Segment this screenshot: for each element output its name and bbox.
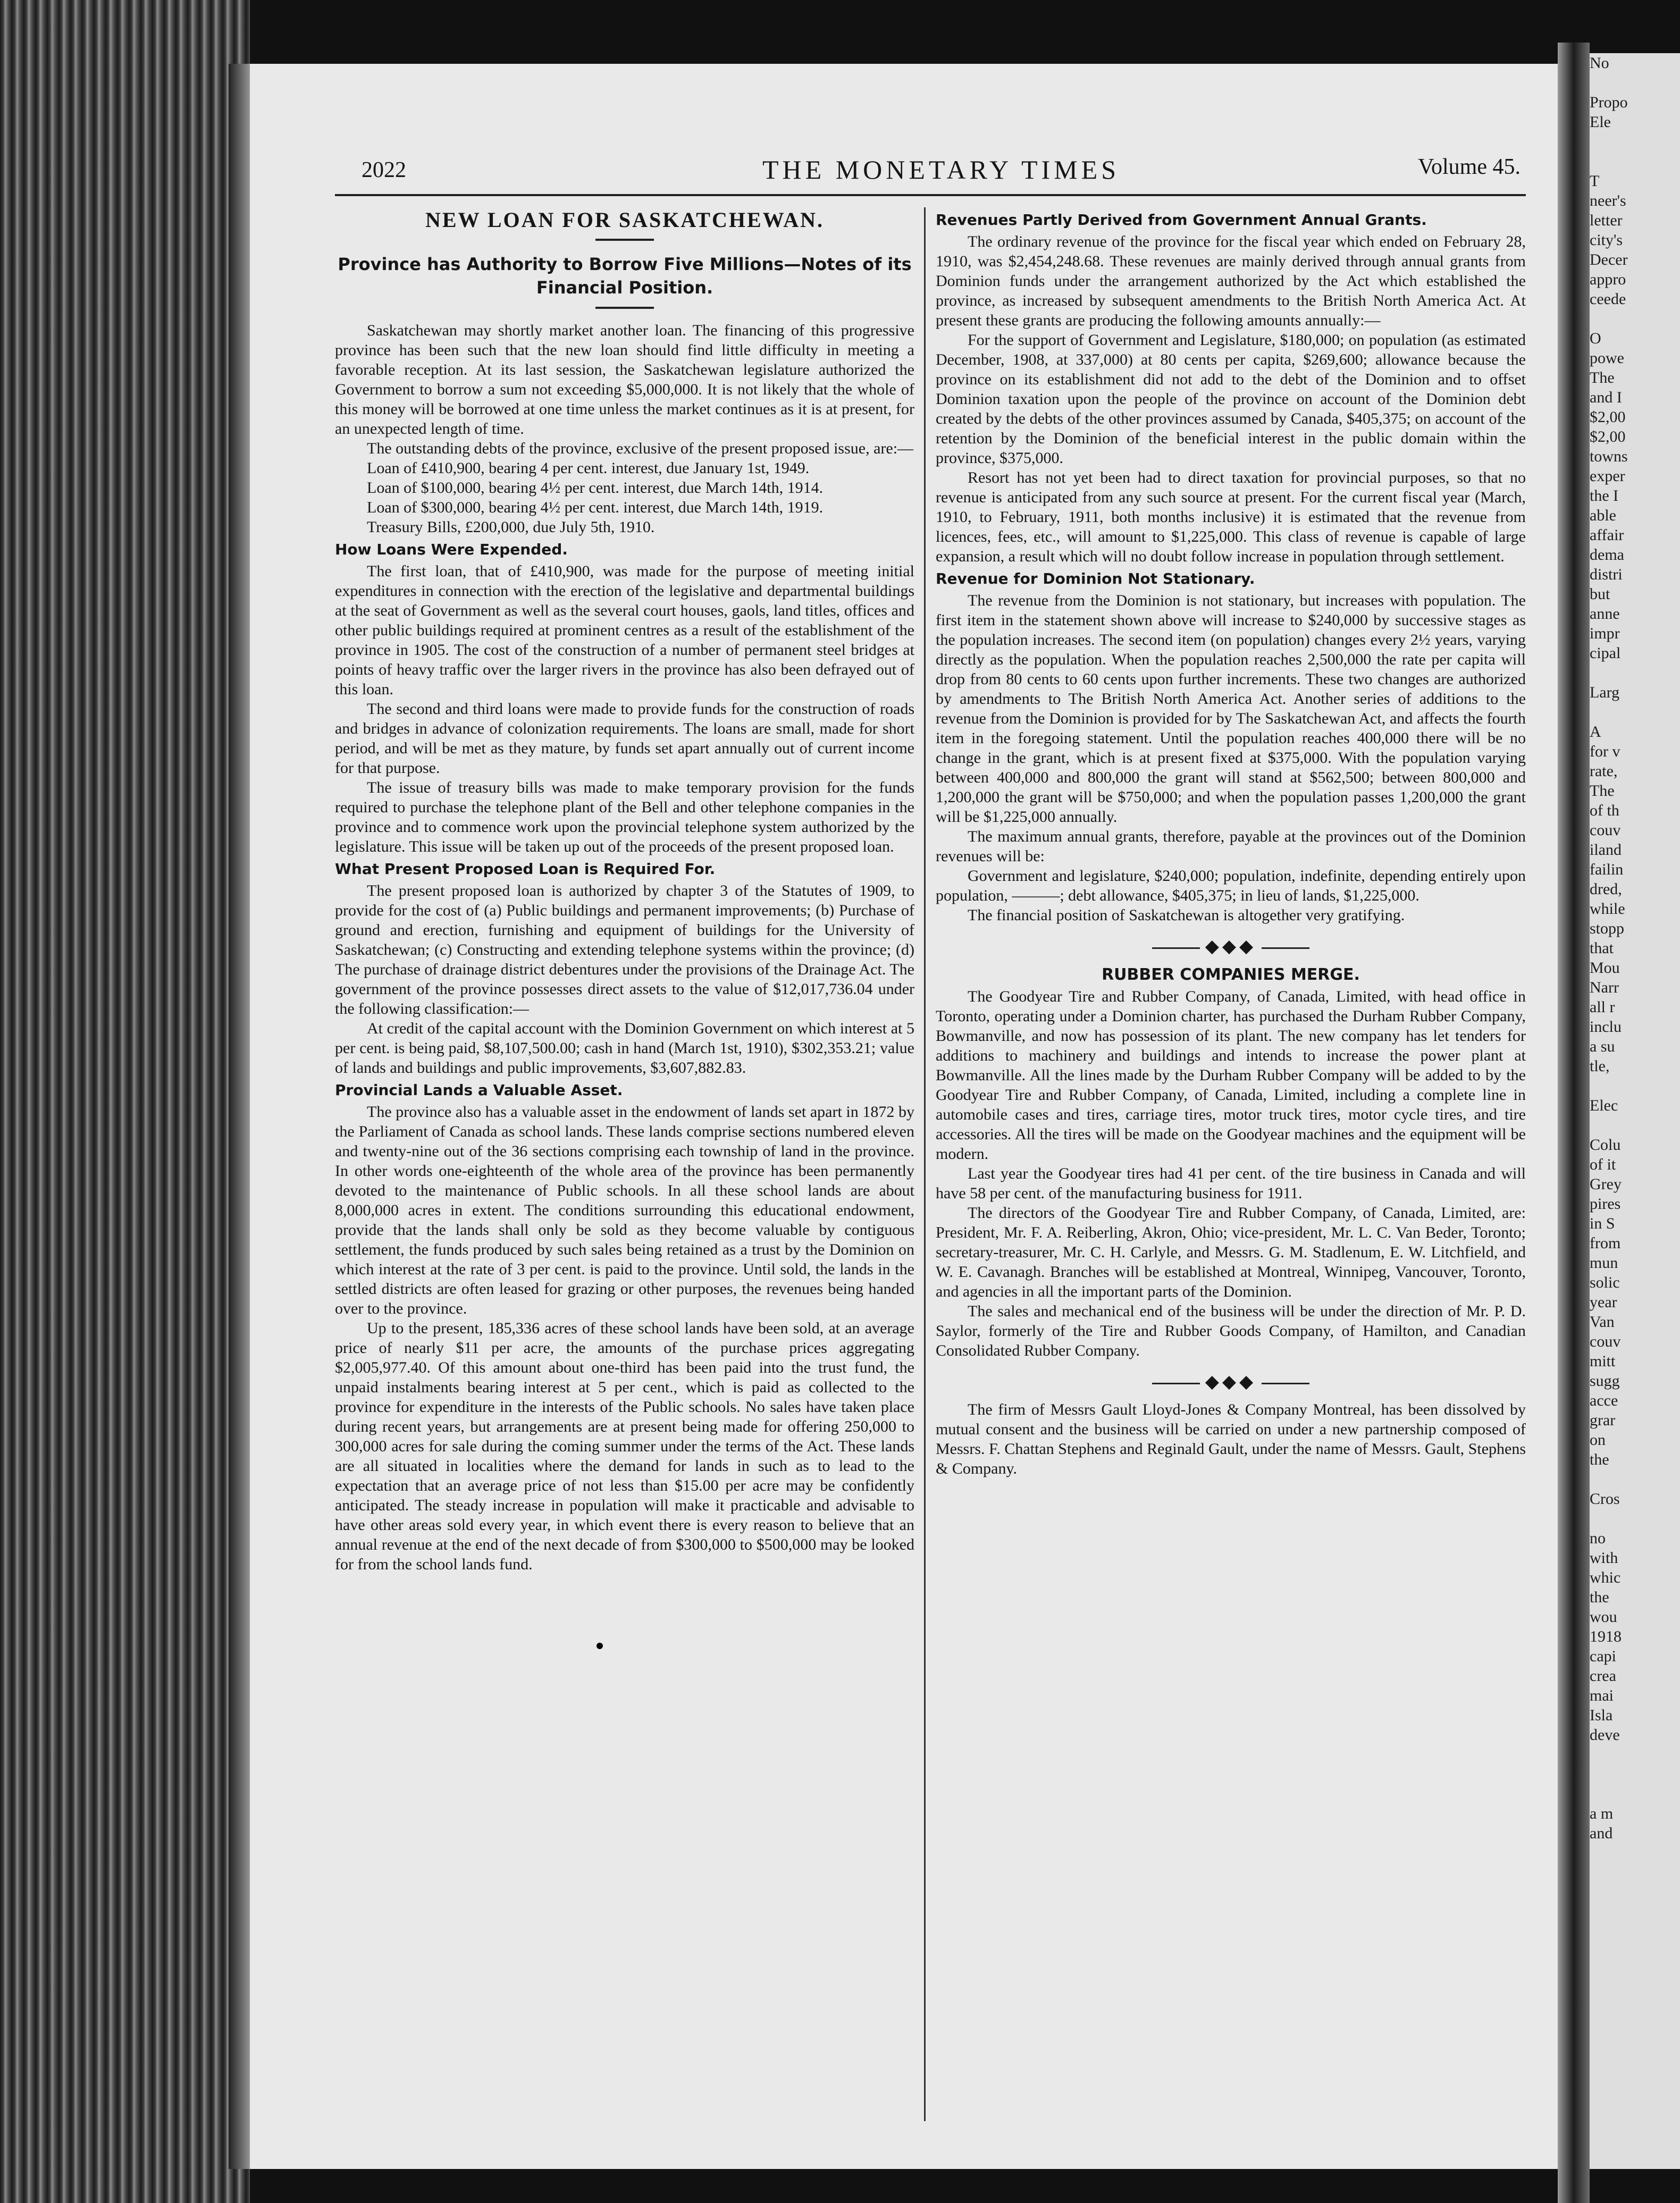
next-page-line: crea bbox=[1590, 1667, 1616, 1685]
page-number: 2022 bbox=[362, 158, 406, 182]
next-page-line: $2,00 bbox=[1590, 408, 1626, 426]
next-page-line: solic bbox=[1590, 1274, 1620, 1291]
paragraph: The maximum annual grants, therefore, payable at the provinces out of the Dominion revenues will be: bbox=[936, 828, 1526, 865]
next-page-line: mai bbox=[1590, 1687, 1614, 1704]
newspaper-page bbox=[250, 64, 1558, 2169]
next-page-line: year bbox=[1590, 1293, 1617, 1311]
paragraph: For the support of Government and Legislature, $180,000; on population (as estimated December, 1908, at 337,000) at 80 cents per capita, $269,600; allowance because the province on its establishment did not add to the debt of the Dominion and to offset Dominion taxation upon the people of the province on account of the Dominion debt created by the debts of the other provinces assumed by Canada, $405,375; on account of the retention by the Dominion of the beneficial interest in the public domain within the province, $375,000. bbox=[936, 331, 1526, 467]
next-page-line: No bbox=[1590, 54, 1609, 72]
next-page-line bbox=[1590, 1115, 1680, 1135]
paragraph: At credit of the capital account with the Dominion Government on which interest at 5 per cent. is being paid, $8,107,500.00; cash in hand (March 1st, 1910), $302,353.21; value of lands and buildings and public improvements, $3,607,882.83. bbox=[335, 1020, 914, 1077]
next-page-line: $2,00 bbox=[1590, 428, 1626, 445]
next-page-line: wou bbox=[1590, 1608, 1617, 1626]
next-page-line: no bbox=[1590, 1529, 1606, 1547]
paragraph: Government and legislature, $240,000; population, indefinite, depending entirely upon population, ———; debt allowance, $405,375; in lieu of lands, $1,225,000. bbox=[936, 867, 1526, 904]
next-page-line: Propo bbox=[1590, 94, 1628, 111]
next-page-line: The bbox=[1590, 369, 1615, 386]
paragraph: The firm of Messrs Gault Lloyd-Jones & Company Montreal, has been dissolved by mutual consent and the business will be carried on under a new partnership composed of Messrs. F. Chattan Stephens and Reginald Gault, under the name of Messrs. Gault, Stephens & Company. bbox=[936, 1401, 1526, 1477]
next-page-line: distri bbox=[1590, 566, 1623, 583]
paragraph: Treasury Bills, £200,000, due July 5th, 1910. bbox=[367, 518, 655, 536]
next-page-line: Narr bbox=[1590, 979, 1619, 996]
next-page-line bbox=[1590, 702, 1680, 722]
next-page-line: for v bbox=[1590, 743, 1620, 760]
paragraph: The province also has a valuable asset in the endowment of lands set apart in 1872 by the Parliament of Canada as school lands. These lands comprise sections numbered eleven and twenty-nine out of the 36 sections comprising each township of land in the province. In other words one-eighteenth of the whole area of the province has been permanently devoted to the maintenance of Public schools. In all these school lands are about 8,000,000 acres in extent. The conditions surrounding this educational endowment, provide that the lands shall only be sold as they become valuable by contiguous settlement, the funds produced by such sales being retained as a trust by the Dominion on which interest at the rate of 3 per cent. is paid to the province. Until sold, the lands in the settled districts are often leased for grazing or other purposes, the revenues being handed over to the province. bbox=[335, 1103, 914, 1317]
next-page-line: capi bbox=[1590, 1647, 1616, 1665]
next-page-line: Grey bbox=[1590, 1175, 1622, 1193]
paragraph: The issue of treasury bills was made to make temporary provision for the funds required to purchase the telephone plant of the Bell and other telephone companies in the province and to commence work upon the provincial telephone system authorized by the legislature. This issue will be taken up out of the proceeds of the present proposed loan. bbox=[335, 779, 914, 855]
article-headline: NEW LOAN FOR SASKATCHEWAN. bbox=[425, 208, 824, 232]
paragraph: The financial position of Saskatchewan is altogether very gratifying. bbox=[968, 906, 1405, 924]
paragraph: The revenue from the Dominion is not stationary, but increases with population. The first item in the statement shown above will increase to $240,000 by successive stages as the population increases. The second item (on population) changes every 2½ years, varying directly as the population. When the population reaches 2,500,000 the rate per capita will drop from 80 cents to 60 cents upon further increments. These two changes are authorized by amendments to The British North America Act. Another series of additions to the revenue from the Dominion is provided for by The Saskatchewan Act, and affects the fourth item in the foregoing statement. Until the population reaches 400,000 there will be no change in the grant, which is at present fixed at $375,000. With the population varying between 400,000 and 800,000 the grant will stand at $562,500; between 800,000 and 1,200,000 the grant will be $750,000; and when the population passes 1,200,000 the grant will be $1,225,000 annually. bbox=[936, 592, 1526, 826]
next-page-line: affair bbox=[1590, 526, 1624, 544]
paragraph: The ordinary revenue of the province for the fiscal year which ended on February 28, 1910, was $2,454,248.68. These revenues are mainly derived through annual grants from Dominion funds under the arrangement authorized by the Act which established the province, as increased by subsequent amendments to the British North America Act. At present these grants are producing the following amounts annually:— bbox=[936, 233, 1526, 329]
masthead: THE MONETARY TIMES bbox=[762, 155, 1120, 184]
next-page-line: The bbox=[1590, 782, 1615, 800]
next-page-line: in S bbox=[1590, 1215, 1615, 1232]
next-page-line: from bbox=[1590, 1234, 1621, 1252]
section-heading: What Present Proposed Loan is Required For. bbox=[335, 860, 716, 878]
next-page-line: able bbox=[1590, 507, 1616, 524]
paragraph: Saskatchewan may shortly market another loan. The financing of this progressive province has been such that the new loan should find little difficulty in meeting a favorable reception. At its last session, the Saskatchewan legislature authorized the Government to borrow a sum not exceeding $5,000,000. It is not likely that the whole of this money will be borrowed at one time unless the market continues as it is at present, for an unexpected length of time. bbox=[335, 322, 914, 438]
next-page-line: of th bbox=[1590, 802, 1619, 819]
next-page-line: powe bbox=[1590, 349, 1624, 367]
article-headline: RUBBER COMPANIES MERGE. bbox=[1102, 965, 1360, 984]
paragraph: The present proposed loan is authorized by chapter 3 of the Statutes of 1909, to provide for the cost of (a) Public buildings and permanent improvements; (b) Purchase of ground and erection, furnishing and equipment of buildings for the University of Saskatchewan; (c) Constructing and extending telephone systems within the province; (d) The purchase of drainage district debentures under the provisions of the Drainage Act. The government of the province possesses direct assets to the value of $12,017,736.04 under the following classification:— bbox=[335, 882, 914, 1018]
next-page-line: ceede bbox=[1590, 290, 1626, 308]
paragraph: Up to the present, 185,336 acres of these school lands have been sold, at an average price of nearly $11 per acre, the amounts of the purchase prices aggregating $2,005,977.40. Of this amount about one-third has been paid into the trust fund, the unpaid instalments bearing interest at 5 per cent., which is paid as collected to the province for expenditure in the interests of the Public schools. No sales have taken place during recent years, but arrangements are at present being made for offering 250,000 to 300,000 acres for sale during the coming summer under the terms of the Act. These lands are all situated in localities where the demand for lands in such as to lead to the expectation that an average price of not less than $15.00 per acre may be confidently anticipated. The steady increase in population will make it practicable and advisable to have other areas sold every year, in which event there is every reason to believe that an annual revenue at the end of the next decade of from $300,000 to $500,000 may be looked for from the school lands fund. bbox=[335, 1319, 914, 1573]
next-page-line: on bbox=[1590, 1431, 1606, 1449]
next-page-line: tle, bbox=[1590, 1057, 1610, 1075]
paragraph: The first loan, that of £410,900, was made for the purpose of meeting initial expenditures in connection with the erection of the legislative and departmental buildings at the seat of Government as well as the several court houses, gaols, land titles, offices and other public buildings required at prominent centres as a result of the establishment of the province in 1905. The cost of the construction of a number of permanent steel bridges at points of heavy traffic over the larger rivers in the province has also been defrayed out of this loan. bbox=[335, 562, 914, 698]
paragraph: Last year the Goodyear tires had 41 per cent. of the tire business in Canada and will have 58 per cent. of the manufacturing business for 1911. bbox=[936, 1165, 1526, 1202]
next-page-line: the bbox=[1590, 1451, 1609, 1468]
next-page-line: of it bbox=[1590, 1156, 1616, 1173]
section-ornament: ◆◆◆ bbox=[936, 1371, 1526, 1392]
next-page-line bbox=[1590, 1469, 1680, 1489]
next-page-line: anne bbox=[1590, 605, 1620, 623]
next-page-line: letter bbox=[1590, 212, 1623, 229]
next-page-line: cipal bbox=[1590, 644, 1621, 662]
article-subhead: Province has Authority to Borrow Five Millions—Notes of its Financial Position. bbox=[338, 254, 912, 298]
next-page-line: city's bbox=[1590, 231, 1623, 249]
paragraph: The second and third loans were made to provide funds for the construction of roads and bridges in advance of colonization requirements. The loans are small, made for short period, and will be met as they mature, by funds set apart annually out of current income for that purpose. bbox=[335, 700, 914, 777]
next-page-line: Larg bbox=[1590, 684, 1620, 701]
next-page-line: with bbox=[1590, 1549, 1618, 1567]
next-page-line: and bbox=[1590, 1824, 1613, 1842]
next-page-line: neer's bbox=[1590, 192, 1626, 209]
next-page-line: exper bbox=[1590, 467, 1625, 485]
next-page-line bbox=[1590, 1764, 1680, 1784]
next-page-line: iland bbox=[1590, 841, 1622, 859]
volume-label: Volume 45. bbox=[1418, 155, 1521, 179]
paragraph: Resort has not yet been had to direct taxation for provincial purposes, so that no revenue is anticipated from any such source at present. For the current fiscal year (March, 1910, to February, 1911, both months inclusive) it is estimated that the revenue from licences, fees, etc., will amount to $1,225,000. This class of revenue is capable of large expansion, a result which will no doubt follow increase in population through settlement. bbox=[936, 469, 1526, 565]
next-page-line: Mou bbox=[1590, 959, 1620, 977]
next-page-line bbox=[1590, 663, 1680, 683]
next-page-line: 1918 bbox=[1590, 1628, 1622, 1645]
paragraph: The outstanding debts of the province, exclusive of the present proposed issue, are:— bbox=[367, 440, 914, 457]
paragraph: Loan of $100,000, bearing 4½ per cent. interest, due March 14th, 1914. bbox=[367, 479, 824, 497]
next-page-line: acce bbox=[1590, 1392, 1618, 1409]
next-page-line: Isla bbox=[1590, 1706, 1613, 1724]
section-heading: Revenues Partly Derived from Government Annual Grants. bbox=[936, 211, 1427, 229]
next-page-line: pires bbox=[1590, 1195, 1621, 1213]
paragraph: Loan of £410,900, bearing 4 per cent. interest, due January 1st, 1949. bbox=[367, 459, 810, 477]
next-page-line: appro bbox=[1590, 271, 1626, 288]
next-page-line: the bbox=[1590, 1588, 1609, 1606]
next-page-line bbox=[1590, 1745, 1680, 1764]
next-page-line: and I bbox=[1590, 389, 1622, 406]
section-heading: How Loans Were Expended. bbox=[335, 541, 568, 558]
next-page-line: stopp bbox=[1590, 920, 1625, 937]
next-page-line: Colu bbox=[1590, 1136, 1621, 1154]
next-page-line bbox=[1590, 1076, 1680, 1096]
next-page-line: T bbox=[1590, 172, 1600, 190]
paragraph: The directors of the Goodyear Tire and Rubber Company, of Canada, Limited, are: President, Mr. F. A. Reiberling, Akron, Ohio; vice-president, Mr. L. C. Van Beder, Toronto; secretary-treasurer, Mr. C. H. Carlyle, and Messrs. G. M. Stadlenum, E. W. Litchfield, and W. E. Cavanagh. Branches will be established at Montreal, Winnipeg, Vancouver, Toronto, and agencies in all the important parts of the Dominion. bbox=[936, 1204, 1526, 1300]
section-heading: Revenue for Dominion Not Stationary. bbox=[936, 570, 1255, 587]
next-page-line: dema bbox=[1590, 546, 1624, 564]
next-page-line: sugg bbox=[1590, 1372, 1620, 1390]
next-page-line: Elec bbox=[1590, 1097, 1618, 1114]
section-heading: Provincial Lands a Valuable Asset. bbox=[335, 1081, 623, 1099]
page-header bbox=[362, 154, 1521, 191]
next-page-line bbox=[1590, 1784, 1680, 1804]
left-column bbox=[335, 207, 914, 1574]
next-page-line: whic bbox=[1590, 1569, 1621, 1586]
next-page-line: all r bbox=[1590, 998, 1615, 1016]
subhead-rule bbox=[595, 307, 654, 309]
next-page-line: dred, bbox=[1590, 880, 1622, 898]
next-page-line bbox=[1590, 152, 1680, 171]
next-page-line: mitt bbox=[1590, 1352, 1616, 1370]
next-page-line: impr bbox=[1590, 625, 1620, 642]
next-page-line: Van bbox=[1590, 1313, 1615, 1331]
section-ornament: ◆◆◆ bbox=[936, 936, 1526, 957]
next-page-line: a su bbox=[1590, 1038, 1615, 1055]
next-page-line: mun bbox=[1590, 1254, 1618, 1272]
next-page-line: that bbox=[1590, 939, 1614, 957]
next-page-line: Decer bbox=[1590, 251, 1628, 268]
next-page-line: deve bbox=[1590, 1726, 1620, 1744]
next-page-line: failin bbox=[1590, 861, 1624, 878]
next-page-line: O bbox=[1590, 330, 1601, 347]
next-page-line: grar bbox=[1590, 1411, 1616, 1429]
next-page-fragment bbox=[1590, 53, 1680, 2169]
next-page-line: rate, bbox=[1590, 762, 1618, 780]
column-divider bbox=[924, 207, 926, 2121]
next-page-line bbox=[1590, 1509, 1680, 1528]
next-page-line: the I bbox=[1590, 487, 1619, 504]
next-page-line: while bbox=[1590, 900, 1625, 918]
paragraph: The sales and mechanical end of the business will be under the direction of Mr. P. D. Saylor, formerly of the Tire and Rubber Goods Company, of Hamilton, and Canadian Consolidated Rubber Company. bbox=[936, 1302, 1526, 1359]
next-page-line: Cros bbox=[1590, 1490, 1620, 1508]
next-page-line: A bbox=[1590, 723, 1601, 741]
next-page-line: couv bbox=[1590, 1333, 1621, 1350]
next-page-line: a m bbox=[1590, 1805, 1614, 1822]
next-page-line: towns bbox=[1590, 448, 1628, 465]
ink-speck bbox=[597, 1643, 603, 1649]
next-page-line: couv bbox=[1590, 821, 1621, 839]
header-rule bbox=[335, 194, 1526, 196]
right-column bbox=[936, 207, 1526, 1478]
next-page-line: Ele bbox=[1590, 113, 1611, 131]
book-page-edges bbox=[0, 0, 250, 2203]
next-page-line bbox=[1590, 132, 1680, 152]
paragraph: The Goodyear Tire and Rubber Company, of Canada, Limited, with head office in Toronto, operating under a Dominion charter, has purchased the Durham Rubber Company, Bowmanville, and now has possession of its plant. The new company has let tenders for additions to machinery and buildings and intends to increase the power plant at Bowmanville. All the lines made by the Durham Rubber Company will be added to by the Goodyear Tire and Rubber Company, of Canada, Limited, including a complete line in automobile cases and tires, carriage tires, motor truck tires, motor cycle tires, and tire accessories. All the tires will be made on the Goodyear machines and the equipment will be modern. bbox=[936, 988, 1526, 1163]
next-page-line: inclu bbox=[1590, 1018, 1622, 1036]
next-page-line: but bbox=[1590, 585, 1610, 603]
paragraph: Loan of $300,000, bearing 4½ per cent. interest, due March 14th, 1919. bbox=[367, 499, 824, 516]
next-page-line bbox=[1590, 73, 1680, 93]
book-gutter bbox=[1558, 43, 1590, 2203]
headline-rule bbox=[595, 239, 654, 241]
next-page-line bbox=[1590, 309, 1680, 329]
